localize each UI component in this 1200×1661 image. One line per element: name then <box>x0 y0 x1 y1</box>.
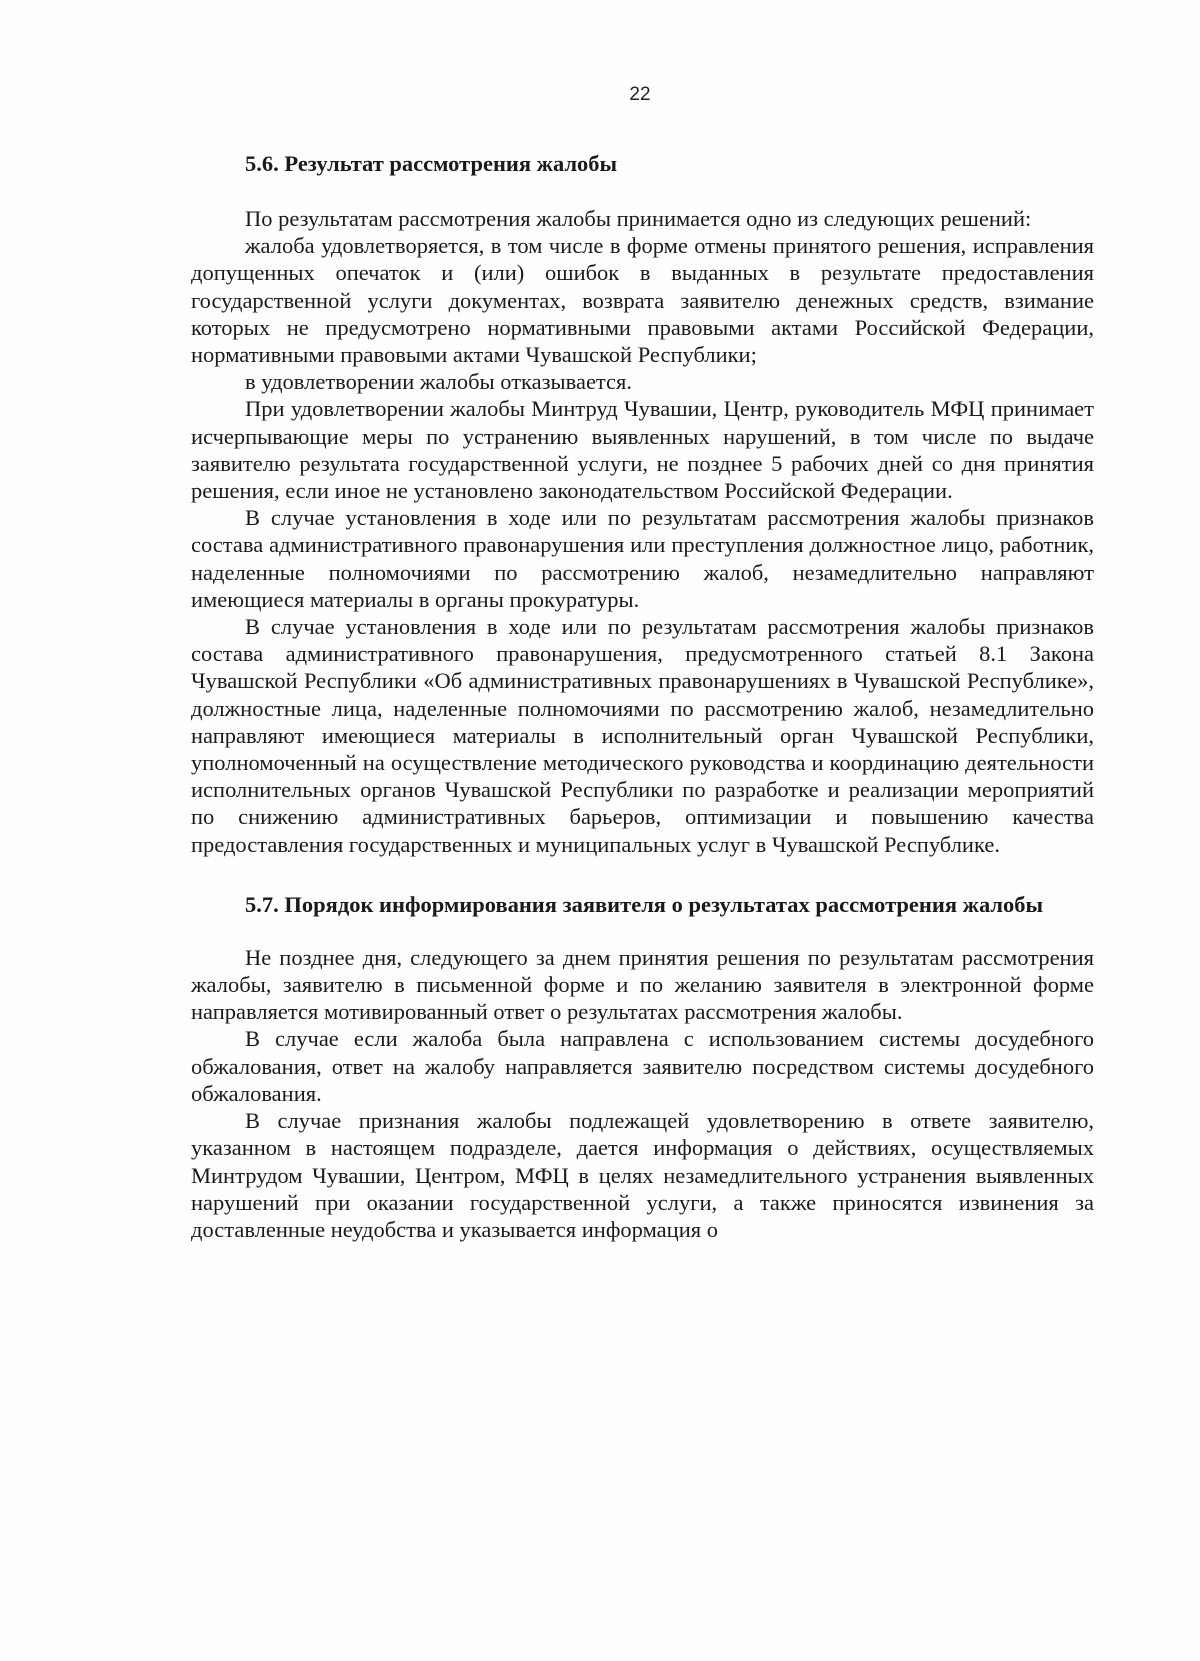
paragraph: В случае установления в ходе или по результатам рассмотрения жалобы признаков состава административного правонарушения или преступления должностное лицо, работник, наделенные полномочиями по рассмотрению жалоб, незамедлительно направляют имеющиеся материалы в органы прокуратуры. <box>191 505 1094 612</box>
page-body <box>191 150 1094 1243</box>
paragraph: В случае признания жалобы подлежащей удовлетворению в ответе заявителю, указанном в настоящем подразделе, дается информация о действиях, осуществляемых Минтрудом Чувашии, Центром, МФЦ в целях незамедлительного устранения выявленных нарушений при оказании государственной услуги, а также приносятся извинения за доставленные неудобства и указывается информация о <box>191 1108 1094 1242</box>
section-5-6-heading: 5.6. Результат рассмотрения жалобы <box>245 151 618 176</box>
paragraph: Не позднее дня, следующего за днем принятия решения по результатам рассмотрения жалобы, заявителю в письменной форме и по желанию заявителя в электронной форме направляется мотивированный ответ о результатах рассмотрения жалобы. <box>191 944 1094 1025</box>
paragraph: в удовлетворении жалобы отказывается. <box>245 369 632 395</box>
section-5-7 <box>191 891 1094 1243</box>
paragraph: жалоба удовлетворяется, в том числе в форме отмены принятого решения, исправления допущенных опечаток и (или) ошибок в выданных в результате предоставления государственной услуги документах, возврата заявителю денежных средств, взимание которых не предусмотрено нормативными правовыми актами Российской Федерации, нормативными правовыми актами Чувашской Республики; <box>191 233 1094 368</box>
section-5-6 <box>191 150 1094 858</box>
paragraph: По результатам рассмотрения жалобы принимается одно из следующих решений: <box>245 206 1032 231</box>
section-5-7-heading: 5.7. Порядок информирования заявителя о результатах рассмотрения жалобы <box>245 891 1044 917</box>
paragraph: В случае установления в ходе или по результатам рассмотрения жалобы признаков состава административного правонарушения, предусмотренного статьей 8.1 Закона Чувашской Республики «Об административных правонарушениях в Чувашской Республике», должностные лица, наделенные полномочиями по рассмотрению жалоб, незамедлительно направляют имеющиеся материалы в исполнительный орган Чувашской Республики, уполномоченный на осуществление методического руководства и координацию деятельности исполнительных органов Чувашской Республики по разработке и реализации мероприятий по снижению административных барьеров, оптимизации и повышению качества предоставления государственных и муниципальных услуг в Чувашской Республике. <box>191 614 1094 857</box>
paragraph: При удовлетворении жалобы Минтруд Чувашии, Центр, руководитель МФЦ принимает исчерпывающие меры по устранению выявленных нарушений, в том числе по выдаче заявителю результата государственной услуги, не позднее 5 рабочих дней со дня принятия решения, если иное не установлено законодательством Российской Федерации. <box>191 396 1094 504</box>
page-number: 22 <box>629 84 651 105</box>
paragraph: В случае если жалоба была направлена с использованием системы досудебного обжалования, ответ на жалобу направляется заявителю посредством системы досудебного обжалования. <box>191 1026 1094 1106</box>
